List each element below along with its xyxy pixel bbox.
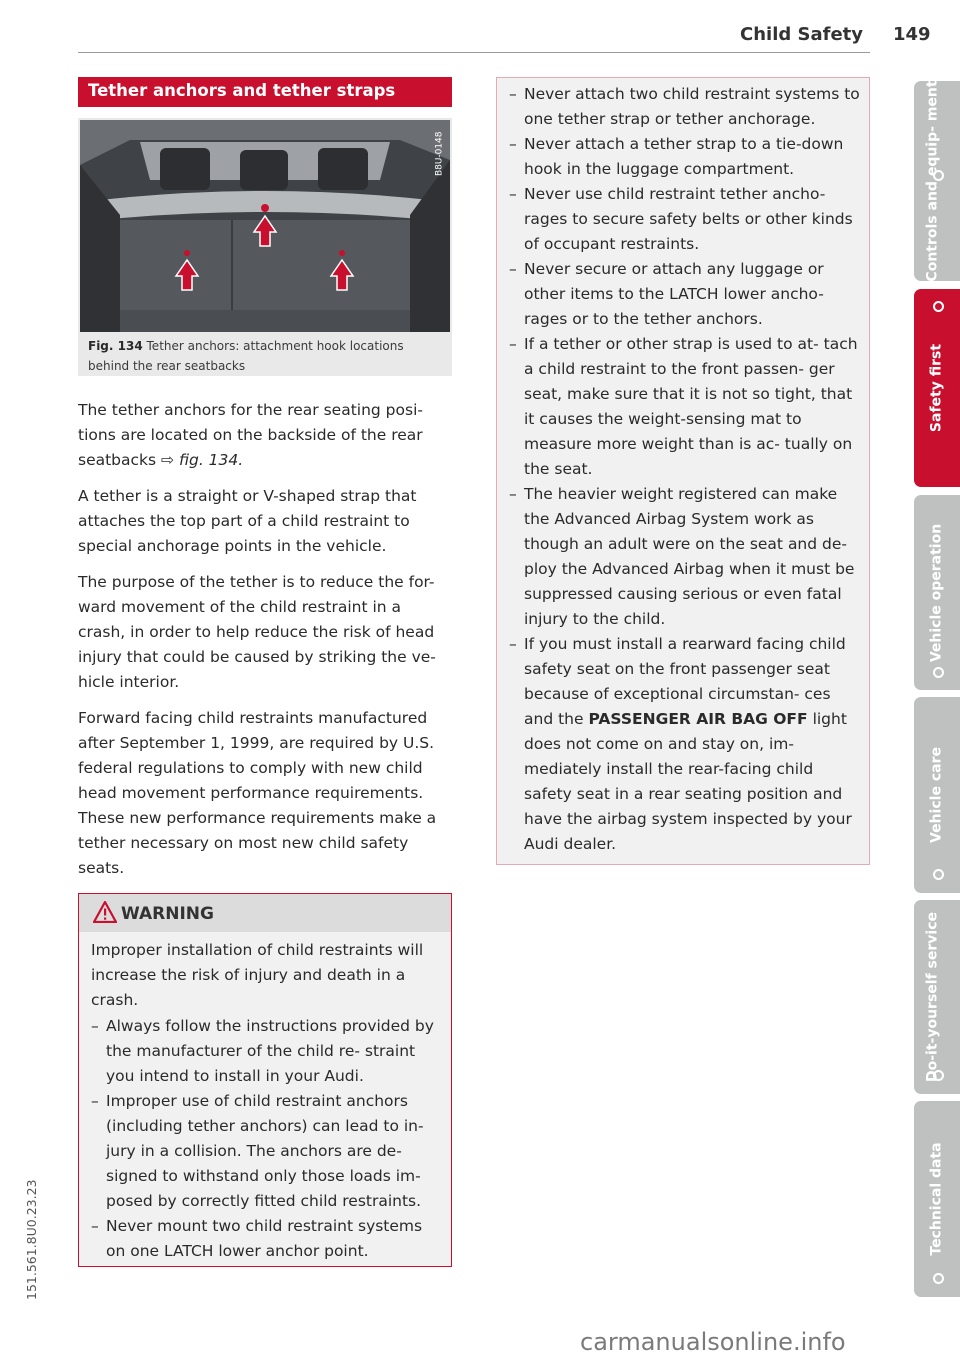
warning-body — [91, 938, 441, 1264]
figure-caption — [88, 336, 438, 376]
side-tab-label: Safety first — [928, 343, 945, 433]
side-tab-safety-first[interactable] — [914, 289, 960, 487]
side-tab-label: Vehicle care — [928, 747, 945, 843]
warning-box — [78, 893, 452, 1267]
passenger-airbag-off-label: PASSENGER AIR BAG OFF — [588, 710, 808, 728]
warning-list-item: – If you must install a rearward facing child safety seat on the front passenger seat because of exceptional circumstan- ces and the PASSENGER AIR BAG OFF light does not come on and stay on, im- mediately install the rear-facing child safety seat in a rear seating position and have the airbag system inspected by your Audi dealer. — [509, 635, 852, 853]
side-tab-label: Vehicle operation — [928, 523, 945, 662]
side-tab-vehicle-care[interactable] — [914, 697, 960, 893]
warning-intro: Improper installation of child restraints will increase the risk of injury and death in a crash. — [91, 941, 424, 1009]
side-tab-controls[interactable] — [914, 81, 960, 281]
body-text-left — [78, 398, 452, 892]
watermark: carmanualsonline.info — [580, 1328, 846, 1356]
paragraph-text: The tether anchors for the rear seating posi- tions are located on the backside of the rear seatbacks — [78, 401, 423, 469]
warning-list-item: – If a tether or other strap is used to at- tach a child restraint to the front passen- ger seat, make sure that it is not so tight, that it causes the weight-sensing mat to measure more weight than is ac- tually on the seat. — [509, 335, 858, 478]
paragraph-tether-purpose: The purpose of the tether is to reduce the for- ward movement of the child restraint in a crash, in order to help reduce the risk of head injury that could be caused by striking the ve- hicle interior. — [78, 573, 436, 691]
side-tab-technical-data[interactable] — [914, 1101, 960, 1297]
warning-list-item: – Never attach two child restraint systems to one tether strap or tether anchorage. — [509, 85, 860, 128]
warning-header — [79, 894, 451, 932]
side-tab-label: Technical data — [928, 1142, 945, 1256]
figure-number: Fig. 134 — [88, 339, 143, 353]
header-section-title: Child Safety — [740, 24, 864, 45]
figure-code-label — [431, 124, 445, 176]
paragraph-tether-location — [78, 398, 452, 473]
side-tab-do-it-yourself[interactable] — [914, 900, 960, 1094]
paragraph-regulations: Forward facing child restraints manufactured after September 1, 1999, are required by U.S. federal regulations to comply with new child head movement performance requirements. These new performance requirements make a tether necessary on most new child safety seats. — [78, 709, 437, 877]
warning-title: WARNING — [121, 904, 214, 924]
document-code: 151.561.8U0.23.23 — [24, 1179, 39, 1300]
figure-caption-text: Tether anchors: attachment hook locations behind the rear seatbacks — [88, 339, 404, 373]
warning-list-item: – Improper use of child restraint anchors (including tether anchors) can lead to in- jury in a collision. The anchors are de- signed to withstand only those loads im- posed by correctly fitted child restraints. — [91, 1092, 424, 1210]
section-title-bar — [78, 77, 452, 107]
page-number: 149 — [893, 24, 931, 45]
header-divider — [78, 52, 870, 53]
cargo-area-illustration — [80, 120, 450, 332]
side-tab-label: Controls and equip- ment — [924, 80, 941, 282]
warning-list-item: – Never secure or attach any luggage or other items to the LATCH lower ancho- rages or to the tether anchors. — [509, 260, 824, 328]
side-tab-vehicle-operation[interactable] — [914, 495, 960, 690]
warning-list-item: – Always follow the instructions provided by the manufacturer of the child re- straint you intend to install in your Audi. — [91, 1017, 434, 1085]
svg-text:B8U-0148: B8U-0148 — [434, 131, 445, 176]
warning-list-item: – The heavier weight registered can make the Advanced Airbag System work as though an adult were on the seat and de- ploy the Advanced Airbag when it must be suppressed causing serious or even fatal injury to the child. — [509, 485, 855, 628]
warning-continuation-body — [509, 82, 861, 857]
warning-list-item: – Never mount two child restraint systems on one LATCH lower anchor point. — [91, 1217, 423, 1260]
warning-continuation-box — [496, 77, 870, 865]
warning-list-item: – Never use child restraint tether ancho- rages to secure safety belts or other kinds of occupant restraints. — [509, 185, 853, 253]
warning-triangle-icon — [93, 901, 117, 923]
section-title: Tether anchors and tether straps — [88, 81, 396, 100]
figure-reference-link[interactable]: ⇨ fig. 134. — [161, 451, 244, 469]
warning-list-item: – Never attach a tether strap to a tie-down hook in the luggage compartment. — [509, 135, 844, 178]
paragraph-tether-definition: A tether is a straight or V-shaped strap that attaches the top part of a child restraint to special anchorage points in the vehicle. — [78, 487, 417, 555]
side-tab-label: Do-it-yourself service — [924, 911, 941, 1083]
